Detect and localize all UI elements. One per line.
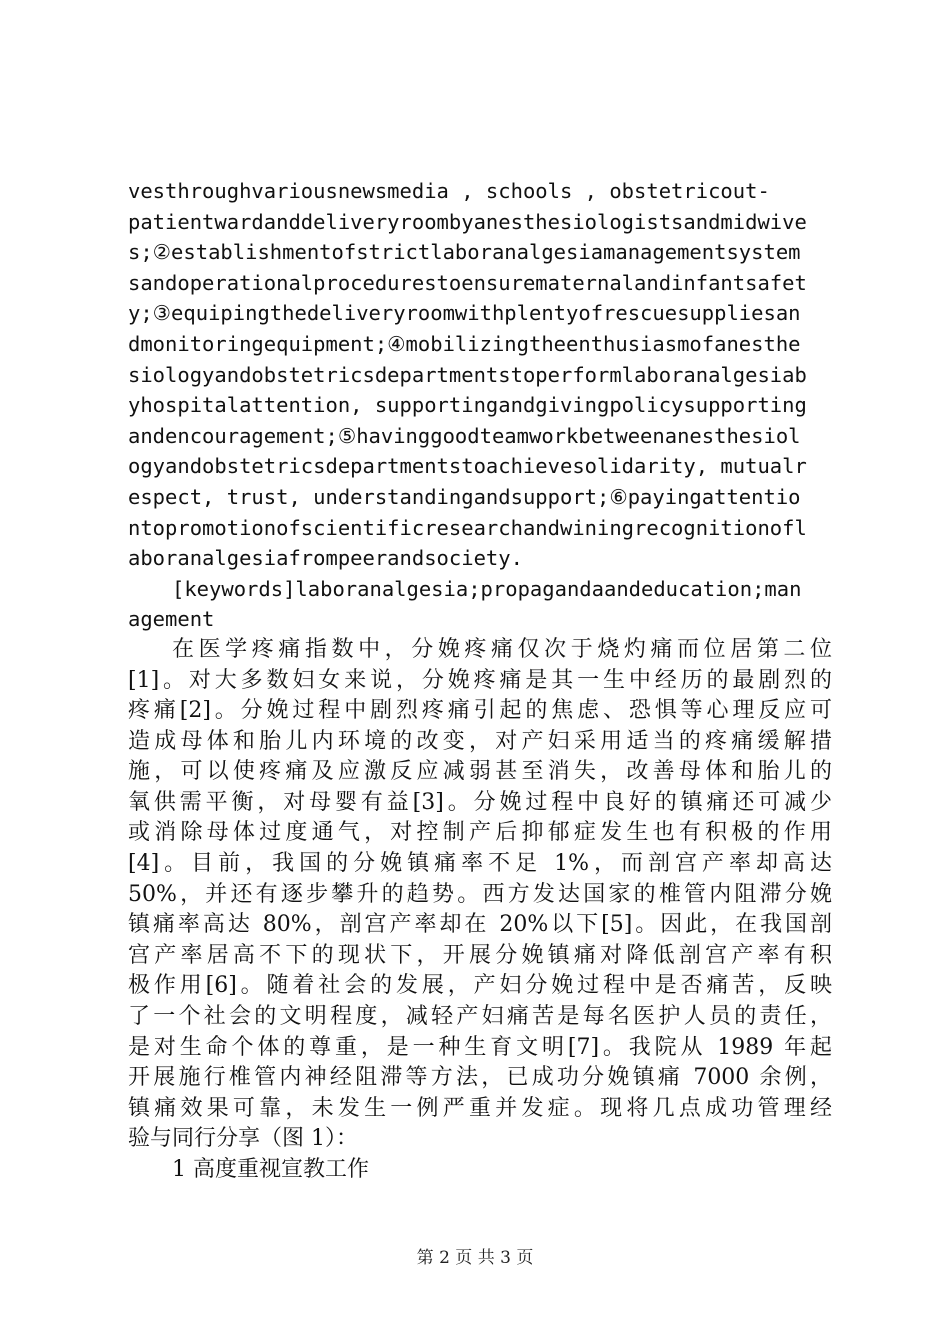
abstract-line: sandoperationalprocedurestoensurematernalandinfantsafet [128,270,807,295]
abstract-line: vesthroughvariousnewsmedia , schools , obstetricout- [128,179,770,203]
body-line: 或消除母体过度通气，对控制产后抑郁症发生也有积极的作用 [128,820,832,846]
body-line: [1]。对大多数妇女来说，分娩疼痛是其一生中经历的最剧烈的 [128,667,832,693]
abstract-line: y;③equipingthedeliveryroomwithplentyofrescuesuppliesan [128,301,801,326]
keywords-block [128,574,832,635]
body-line: 镇痛率高达 80%，剖宫产率却在 20%以下[5]。因此，在我国剖 [128,912,832,938]
section-heading: 1 高度重视宣教工作 [172,1157,369,1182]
body-line: 施，可以使疼痛及应激反应减弱甚至消失，改善母体和胎儿的 [128,759,832,785]
body-paragraph [128,635,832,1155]
keywords-line: agement [128,607,215,632]
body-line: 在医学疼痛指数中，分娩疼痛仅次于烧灼痛而位居第二位 [172,636,832,662]
body-line: [4]。目前，我国的分娩镇痛率不足 1%，而剖宫产率却高达 [128,851,832,877]
body-line: 镇痛效果可靠，未发生一例严重并发症。现将几点成功管理经 [128,1095,832,1121]
abstract-line: s;②establishmentofstrictlaboranalgesiamanagementsystem [128,240,801,265]
abstract-line: espect, trust, understandingandsupport;⑥payingattentio [128,484,801,509]
body-line: 验与同行分享（图 1）： [128,1126,358,1152]
abstract-line: ntopromotionofscientificresearchandwiningrecognitionofl [128,515,807,540]
page-content [128,176,832,1186]
body-line: 50%，并还有逐步攀升的趋势。西方发达国家的椎管内阻滞分娩 [128,881,832,907]
abstract-line: aboranalgesiafrompeerandsociety. [128,546,523,571]
abstract-line: ogyandobstetricsdepartmentstoachievesolidarity, mutualr [128,454,807,479]
abstract-line: yhospitalattention, supportingandgivingpolicysupporting [128,393,807,418]
body-line: 造成母体和胎儿内环境的改变，对产妇采用适当的疼痛缓解措 [128,728,832,754]
body-line: 氧供需平衡，对母婴有益[3]。分娩过程中良好的镇痛还可减少 [128,789,832,815]
page-footer: 第 2 页 共 3 页 [416,1248,534,1268]
abstract-line: patientwardanddeliveryroombyanesthesiologistsandmidwive [128,209,807,234]
abstract-line: andencouragement;⑤havinggoodteamworkbetweenanesthesiol [128,423,801,448]
abstract-line: siologyandobstetricsdepartmentstoperformlaboranalgesiab [128,362,807,387]
body-line: 疼痛[2]。分娩过程中剧烈疼痛引起的焦虑、恐惧等心理反应可 [128,698,832,724]
body-line: 宫产率居高不下的现状下，开展分娩镇痛对降低剖宫产率有积 [128,942,832,968]
abstract-block [128,176,832,574]
body-line: 是对生命个体的尊重，是一种生育文明[7]。我院从 1989 年起 [128,1034,832,1060]
keywords-line: [keywords]laboranalgesia;propagandaandeducation;man [172,576,802,601]
body-line: 了一个社会的文明程度，减轻产妇痛苦是每名医护人员的责任， [128,1004,832,1030]
body-line: 极作用[6]。随着社会的发展，产妇分娩过程中是否痛苦，反映 [128,973,832,999]
abstract-line: dmonitoringequipment;④mobilizingtheenthusiasmofanesthe [128,331,801,356]
body-line: 开展施行椎管内神经阻滞等方法，已成功分娩镇痛 7000 余例， [128,1065,832,1091]
